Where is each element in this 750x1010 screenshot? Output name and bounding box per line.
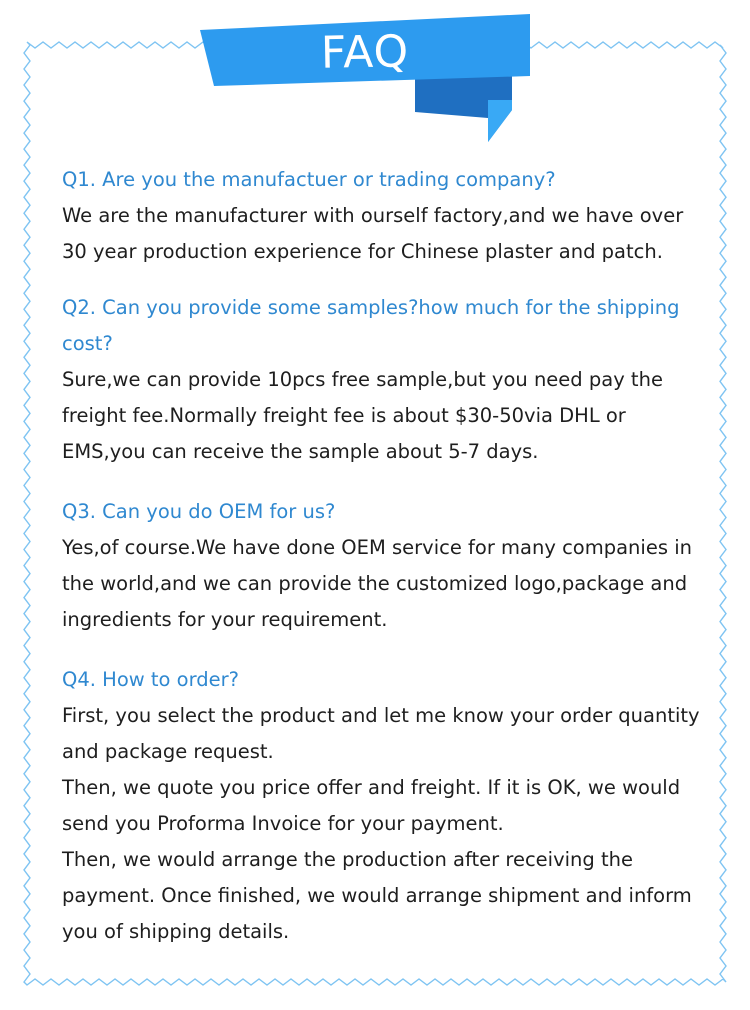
faq-answer-1-line-1: We are the manufacturer with ourself factory,and we have over 30 year production experience for Chinese plaster and patch.: [62, 204, 684, 263]
faq-answer-4-line-1: First, you select the product and let me know your order quantity and package request.: [62, 704, 700, 763]
faq-item-2: [62, 290, 712, 470]
faq-answer-2-line-1: Sure,we can provide 10pcs free sample,but you need pay the freight fee.Normally freight fee is about $30-50via DHL or EMS,you can receive the sample about 5-7 days.: [62, 368, 663, 463]
banner-ribbon-tail: [488, 100, 512, 142]
faq-question-2: Q2. Can you provide some samples?how much for the shipping cost?: [62, 296, 680, 355]
faq-question-3: Q3. Can you do OEM for us?: [62, 500, 336, 523]
faq-item-1: [62, 162, 712, 270]
faq-answer-4-line-2: Then, we quote you price offer and freight. If it is OK, we would send you Proforma Invoice for your payment.: [62, 776, 681, 835]
faq-answer-2: [62, 362, 712, 470]
faq-answer-3: [62, 530, 712, 638]
banner-title: FAQ: [320, 25, 410, 79]
faq-answer-3-line-1: Yes,of course.We have done OEM service for many companies in the world,and we can provide the customized logo,package and ingredients for your requirement.: [62, 536, 692, 631]
faq-answer-4: [62, 698, 712, 950]
faq-content: [62, 162, 712, 950]
faq-answer-1: [62, 198, 712, 270]
faq-answer-4-line-3: Then, we would arrange the production after receiving the payment. Once finished, we would arrange shipment and inform you of shipping details.: [62, 848, 692, 943]
faq-item-4: [62, 662, 712, 950]
faq-item-3: [62, 494, 712, 638]
faq-question-4: Q4. How to order?: [62, 668, 240, 691]
faq-question-1: Q1. Are you the manufactuer or trading company?: [62, 168, 556, 191]
